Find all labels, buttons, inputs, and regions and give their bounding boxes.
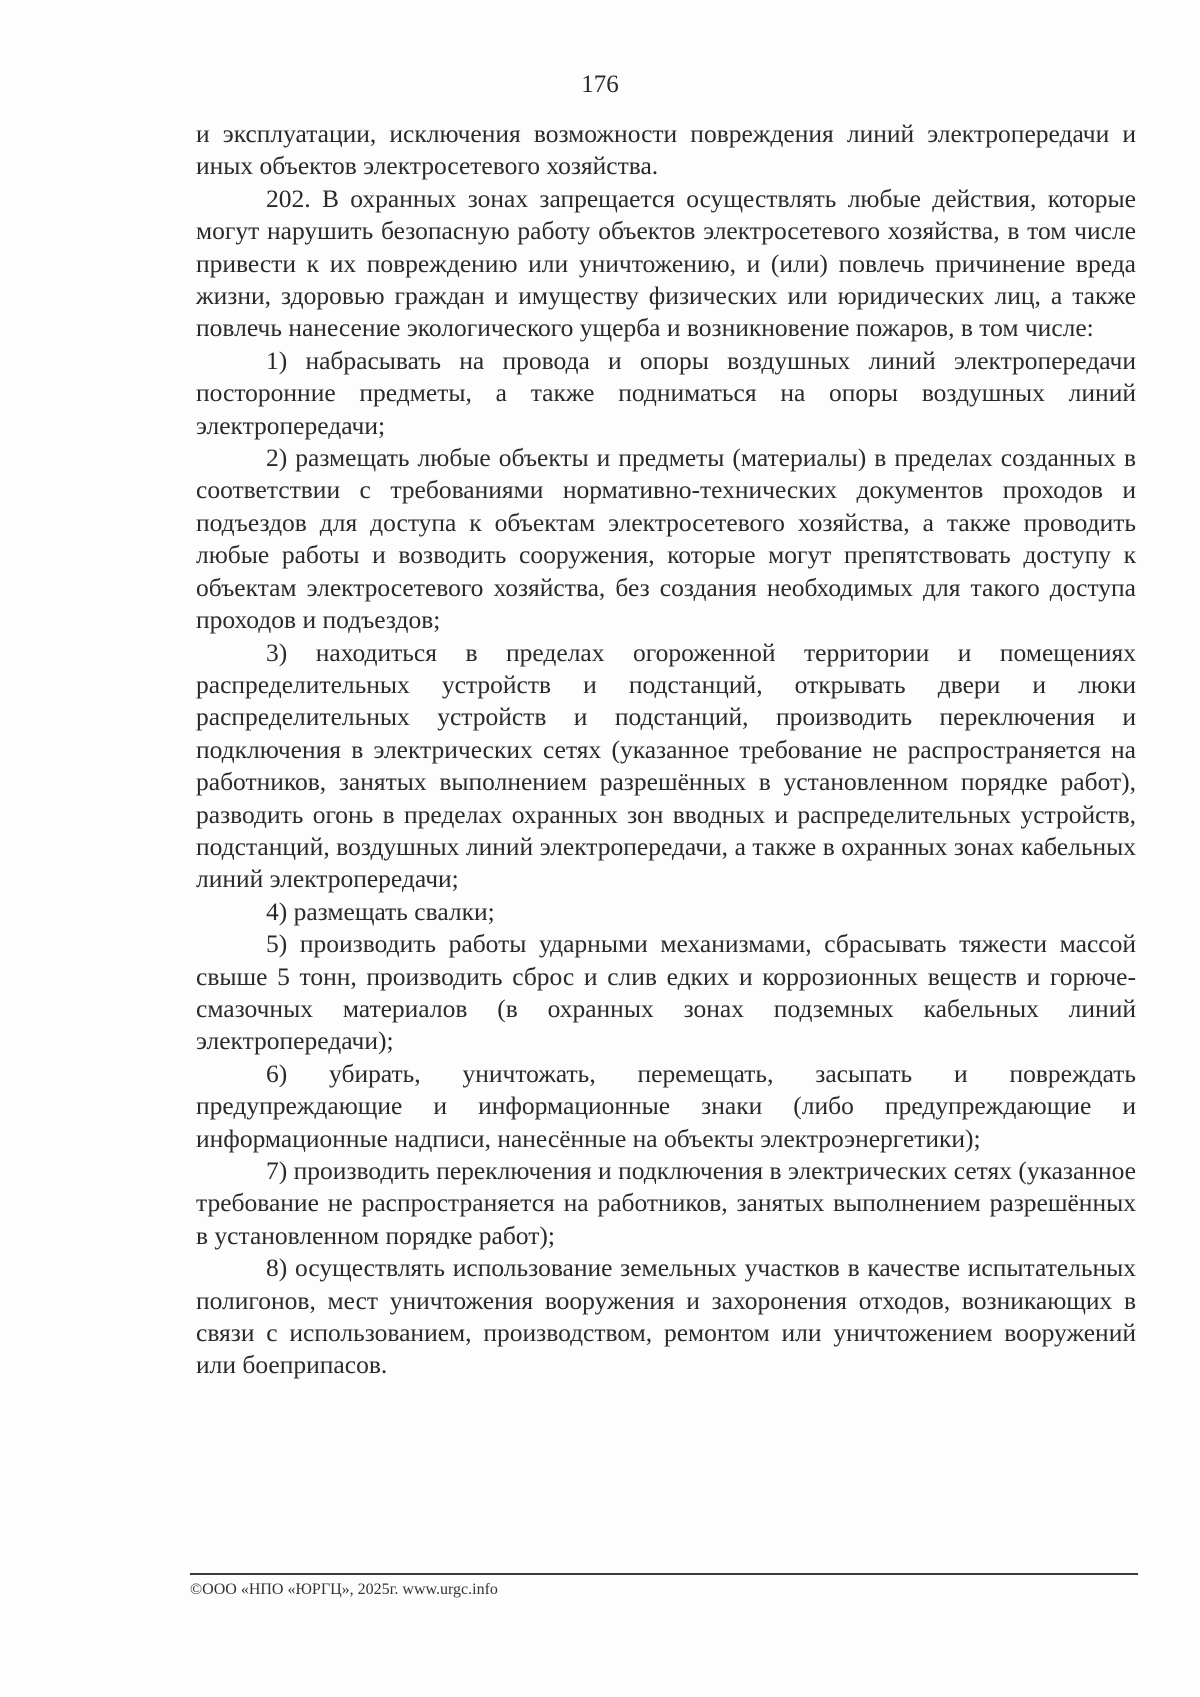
list-item-3: 3) находиться в пределах огороженной территории и помещениях распределительных устройств и подстанций, открывать двери и люки распределительных устройств и подстанций, производить переключения и подключения в электрических сетях (указанное требование не распространяется на работников, занятых выполнением разрешённых в установленном порядке работ), разводить огонь в пределах охранных зон вводных и распределительных устройств, подстанций, воздушных линий электропередачи, а также в охранных зонах кабельных линий электропередачи; <box>196 637 1136 894</box>
paragraph-202: 202. В охранных зонах запрещается осуществлять любые действия, которые могут нарушить безопасную работу объектов электросетевого хозяйства, в том числе привести к их повреждению или уничтожению, и (или) повлечь причинение вреда жизни, здоровью граждан и имуществу физических или юридических лиц, а также повлечь нанесение экологического ущерба и возникновение пожаров, в том числе: <box>196 183 1136 343</box>
page-number: 176 <box>581 71 619 98</box>
footer-copyright: ©ООО «НПО «ЮРГЦ», 2025г. www.urgc.info <box>190 1581 498 1598</box>
list-item-5: 5) производить работы ударными механизмами, сбрасывать тяжести массой свыше 5 тонн, производить сброс и слив едких и коррозионных веществ и горюче-смазочных материалов (в охранных зонах подземных кабельных линий электропередачи); <box>196 929 1136 1056</box>
list-item-7: 7) производить переключения и подключения в электрических сетях (указанное требование не распространяется на работников, занятых выполнением разрешённых в установленном порядке работ); <box>196 1156 1136 1250</box>
list-item-8: 8) осуществлять использование земельных участков в качестве испытательных полигонов, мест уничтожения вооружения и захоронения отходов, возникающих в связи с использованием, производством, ремонтом или уничтожением вооружений или боеприпасов. <box>196 1253 1136 1380</box>
list-item-1: 1) набрасывать на провода и опоры воздушных линий электропередачи посторонние предметы, а также подниматься на опоры воздушных линий электропередачи; <box>196 345 1136 440</box>
body-text <box>196 118 1136 1382</box>
footer-divider <box>190 1573 1138 1575</box>
list-item-2: 2) размещать любые объекты и предметы (материалы) в пределах созданных в соответствии с требованиями нормативно-технических документов проходов и подъездов для доступа к объектам электросетевого хозяйства, а также проводить любые работы и возводить сооружения, которые могут препятствовать доступу к объектам электросетевого хозяйства, без создания необходимых для такого доступа проходов и подъездов; <box>196 443 1136 635</box>
paragraph-continuation: и эксплуатации, исключения возможности повреждения линий электропередачи и иных объектов электросетевого хозяйства. <box>196 119 1136 181</box>
list-item-6: 6) убирать, уничтожать, перемещать, засыпать и повреждать предупреждающие и информационные знаки (либо предупреждающие и информационные надписи, нанесённые на объекты электроэнергетики); <box>196 1058 1136 1153</box>
list-item-4: 4) размещать свалки; <box>266 896 495 926</box>
